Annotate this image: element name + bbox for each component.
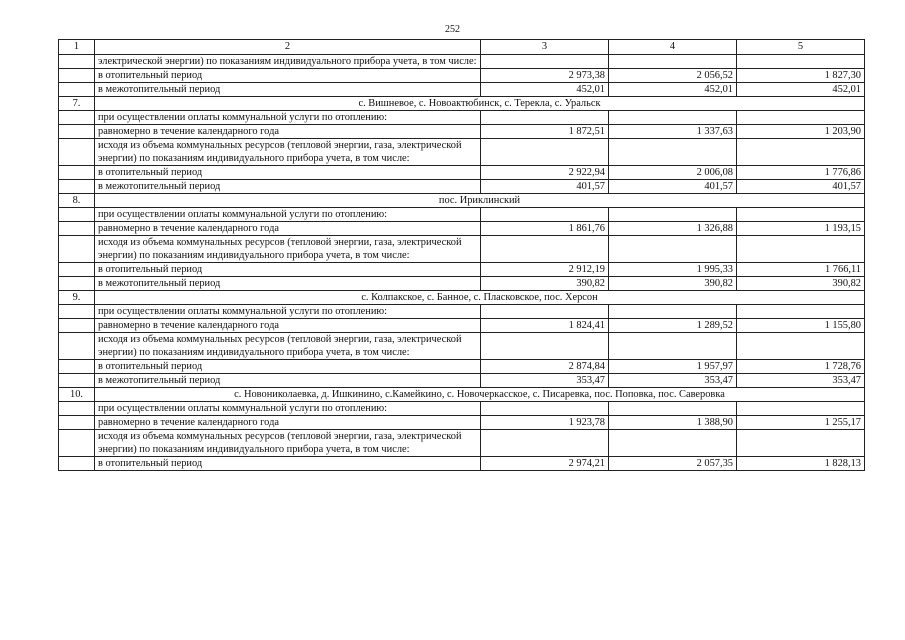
row-description: электрической энергии) по показаниям индивидуального прибора учета, в том числе: (95, 55, 481, 69)
tariff-table (58, 39, 865, 471)
table-body (59, 55, 865, 471)
row-description: равномерно в течение календарного года (95, 125, 481, 139)
column-header-2: 2 (95, 40, 481, 55)
value-cell (481, 305, 609, 319)
table-row (59, 319, 865, 333)
section-title: с. Колпакское, с. Банное, с. Пласковское, пос. Херсон (95, 291, 865, 305)
value-cell (481, 430, 609, 457)
table-row (59, 139, 865, 166)
value-cell (609, 55, 737, 69)
row-number-cell (59, 416, 95, 430)
row-description: исходя из объема коммунальных ресурсов (тепловой энергии, газа, электрической энергии) по показаниям индивидуального прибора учета, в том числе: (95, 333, 481, 360)
value-cell (737, 208, 865, 222)
row-number-cell (59, 208, 95, 222)
column-header-5: 5 (737, 40, 865, 55)
row-description: в отопительный период (95, 360, 481, 374)
value-cell-col4: 401,57 (609, 180, 737, 194)
row-description: равномерно в течение календарного года (95, 319, 481, 333)
row-description: в отопительный период (95, 166, 481, 180)
row-number-cell (59, 55, 95, 69)
value-cell (609, 402, 737, 416)
row-description: в межотопительный период (95, 180, 481, 194)
value-cell (737, 333, 865, 360)
value-cell-col5: 1 776,86 (737, 166, 865, 180)
row-description: при осуществлении оплаты коммунальной услуги по отоплению: (95, 111, 481, 125)
table-row (59, 55, 865, 69)
value-cell-col5: 1 827,30 (737, 69, 865, 83)
value-cell-col5: 1 728,76 (737, 360, 865, 374)
value-cell (737, 402, 865, 416)
value-cell (737, 236, 865, 263)
table-row (59, 83, 865, 97)
row-number-cell (59, 139, 95, 166)
value-cell-col5: 1 766,11 (737, 263, 865, 277)
value-cell (737, 55, 865, 69)
value-cell-col4: 1 995,33 (609, 263, 737, 277)
value-cell-col3: 2 974,21 (481, 457, 609, 471)
value-cell-col3: 353,47 (481, 374, 609, 388)
value-cell (737, 111, 865, 125)
value-cell-col5: 1 255,17 (737, 416, 865, 430)
value-cell-col5: 401,57 (737, 180, 865, 194)
value-cell-col4: 390,82 (609, 277, 737, 291)
row-description: в межотопительный период (95, 83, 481, 97)
value-cell (481, 139, 609, 166)
row-number-cell (59, 457, 95, 471)
row-number-cell (59, 374, 95, 388)
value-cell-col3: 2 912,19 (481, 263, 609, 277)
row-number-cell (59, 180, 95, 194)
row-description: исходя из объема коммунальных ресурсов (тепловой энергии, газа, электрической энергии) по показаниям индивидуального прибора учета, в том числе: (95, 430, 481, 457)
value-cell (609, 236, 737, 263)
row-number-cell (59, 236, 95, 263)
value-cell (481, 208, 609, 222)
row-number-cell (59, 222, 95, 236)
value-cell-col4: 452,01 (609, 83, 737, 97)
table-row (59, 111, 865, 125)
row-description: равномерно в течение календарного года (95, 416, 481, 430)
row-description: в межотопительный период (95, 374, 481, 388)
table-row (59, 360, 865, 374)
row-number-cell (59, 305, 95, 319)
row-description: в межотопительный период (95, 277, 481, 291)
table-row (59, 208, 865, 222)
table-row (59, 430, 865, 457)
column-number-row (59, 40, 865, 55)
value-cell-col5: 452,01 (737, 83, 865, 97)
value-cell-col5: 390,82 (737, 277, 865, 291)
row-number-cell (59, 69, 95, 83)
section-header-row (59, 194, 865, 208)
row-number-cell (59, 430, 95, 457)
row-description: исходя из объема коммунальных ресурсов (тепловой энергии, газа, электрической энергии) по показаниям индивидуального прибора учета, в том числе: (95, 139, 481, 166)
table-row (59, 277, 865, 291)
column-header-3: 3 (481, 40, 609, 55)
value-cell-col3: 401,57 (481, 180, 609, 194)
row-description: в отопительный период (95, 457, 481, 471)
row-number-cell (59, 125, 95, 139)
value-cell (737, 430, 865, 457)
value-cell-col4: 353,47 (609, 374, 737, 388)
value-cell-col3: 390,82 (481, 277, 609, 291)
row-number-cell (59, 319, 95, 333)
value-cell (481, 333, 609, 360)
column-header-1: 1 (59, 40, 95, 55)
table-row (59, 166, 865, 180)
value-cell-col4: 1 326,88 (609, 222, 737, 236)
value-cell-col3: 1 824,41 (481, 319, 609, 333)
row-number-cell (59, 111, 95, 125)
row-number-cell (59, 83, 95, 97)
row-description: при осуществлении оплаты коммунальной услуги по отоплению: (95, 402, 481, 416)
value-cell (609, 139, 737, 166)
row-description: при осуществлении оплаты коммунальной услуги по отоплению: (95, 305, 481, 319)
section-number: 8. (59, 194, 95, 208)
table-row (59, 222, 865, 236)
value-cell-col5: 353,47 (737, 374, 865, 388)
value-cell-col4: 2 057,35 (609, 457, 737, 471)
table-row (59, 416, 865, 430)
value-cell (737, 139, 865, 166)
value-cell-col4: 2 006,08 (609, 166, 737, 180)
value-cell (737, 305, 865, 319)
section-header-row (59, 388, 865, 402)
row-description: равномерно в течение календарного года (95, 222, 481, 236)
table-row (59, 374, 865, 388)
row-number-cell (59, 263, 95, 277)
row-number-cell (59, 277, 95, 291)
value-cell-col3: 2 922,94 (481, 166, 609, 180)
section-number: 9. (59, 291, 95, 305)
value-cell-col5: 1 203,90 (737, 125, 865, 139)
section-title: с. Вишневое, с. Новоактюбинск, с. Терекла, с. Уральск (95, 97, 865, 111)
table-row (59, 402, 865, 416)
value-cell (609, 333, 737, 360)
value-cell (481, 402, 609, 416)
row-description: исходя из объема коммунальных ресурсов (тепловой энергии, газа, электрической энергии) по показаниям индивидуального прибора учета, в том числе: (95, 236, 481, 263)
section-title: с. Новониколаевка, д. Ишкинино, с.Камейкино, с. Новочеркасское, с. Писаревка, пос. Поповка, пос. Саверовка (95, 388, 865, 402)
row-number-cell (59, 333, 95, 360)
value-cell-col4: 1 957,97 (609, 360, 737, 374)
table-row (59, 180, 865, 194)
table-row (59, 457, 865, 471)
value-cell (609, 208, 737, 222)
value-cell-col4: 2 056,52 (609, 69, 737, 83)
table-row (59, 333, 865, 360)
value-cell-col3: 1 872,51 (481, 125, 609, 139)
value-cell-col5: 1 828,13 (737, 457, 865, 471)
column-header-4: 4 (609, 40, 737, 55)
value-cell (481, 55, 609, 69)
value-cell-col3: 1 861,76 (481, 222, 609, 236)
value-cell-col4: 1 289,52 (609, 319, 737, 333)
row-description: в отопительный период (95, 263, 481, 277)
table-row (59, 69, 865, 83)
page-number: 252 (445, 24, 460, 35)
section-title: пос. Ириклинский (95, 194, 865, 208)
value-cell (481, 236, 609, 263)
value-cell-col4: 1 337,63 (609, 125, 737, 139)
row-description: в отопительный период (95, 69, 481, 83)
row-number-cell (59, 166, 95, 180)
value-cell (481, 111, 609, 125)
table-row (59, 125, 865, 139)
section-header-row (59, 97, 865, 111)
value-cell-col5: 1 155,80 (737, 319, 865, 333)
value-cell-col5: 1 193,15 (737, 222, 865, 236)
row-number-cell (59, 360, 95, 374)
section-number: 10. (59, 388, 95, 402)
value-cell-col3: 452,01 (481, 83, 609, 97)
value-cell (609, 305, 737, 319)
value-cell-col3: 1 923,78 (481, 416, 609, 430)
row-description: при осуществлении оплаты коммунальной услуги по отоплению: (95, 208, 481, 222)
section-number: 7. (59, 97, 95, 111)
table-row (59, 263, 865, 277)
table-row (59, 305, 865, 319)
value-cell-col3: 2 874,84 (481, 360, 609, 374)
table-header (59, 40, 865, 55)
value-cell-col4: 1 388,90 (609, 416, 737, 430)
value-cell (609, 111, 737, 125)
value-cell (609, 430, 737, 457)
row-number-cell (59, 402, 95, 416)
section-header-row (59, 291, 865, 305)
table-row (59, 236, 865, 263)
value-cell-col3: 2 973,38 (481, 69, 609, 83)
